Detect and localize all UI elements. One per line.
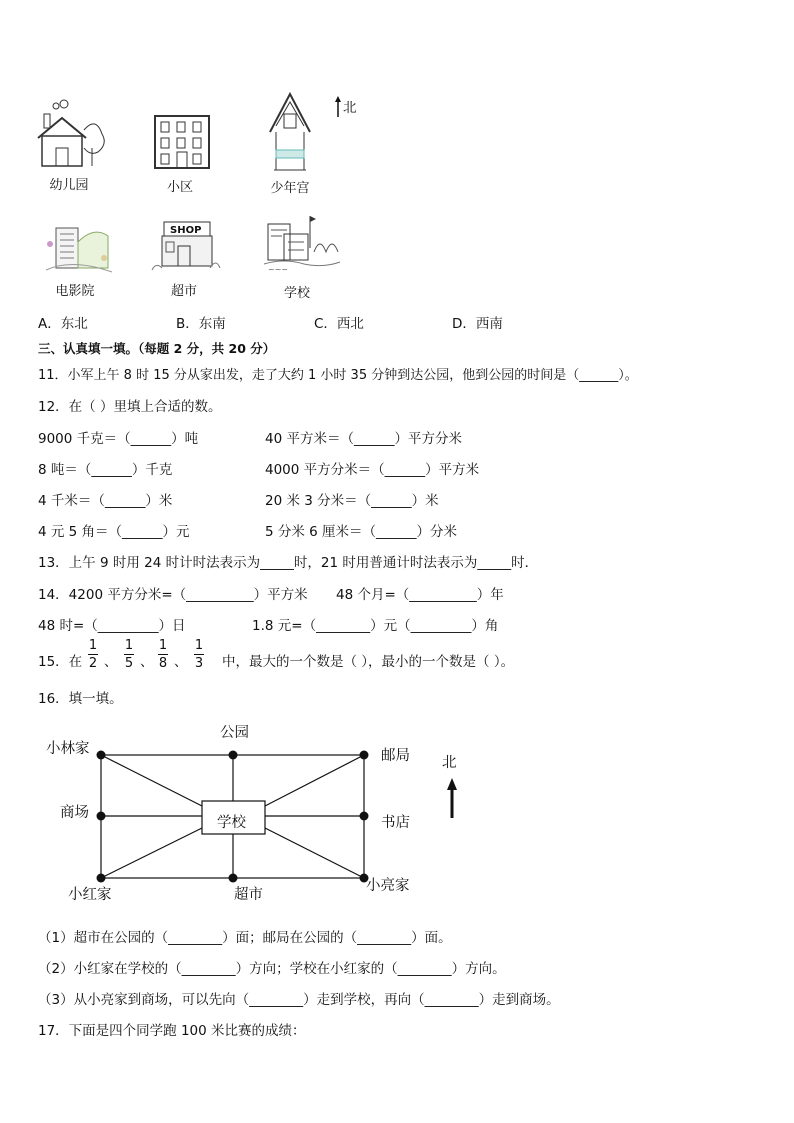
q12-right-1: 40 平方米＝（______）平方分米 <box>265 431 462 447</box>
q12-left-4: 4 元 5 角＝（______）元 <box>38 524 190 540</box>
youth-palace-label: 少年宫 <box>270 181 310 196</box>
map-diagonal-ne <box>265 755 364 806</box>
question-16-title: 16．填一填。 <box>38 691 123 707</box>
dot-supermarket <box>229 874 238 883</box>
question-14-a: 14．4200 平方分米=（__________）平方米 <box>38 587 308 603</box>
section-heading: 三、认真填一填。（每题 2 分，共 20 分） <box>38 341 276 356</box>
map-north-arrow-icon <box>447 778 457 818</box>
kindergarten-label: 幼儿园 <box>49 178 89 193</box>
fraction-4-denominator: 3 <box>194 656 204 671</box>
question-14-d: 1.8 元=（________）元（_________）角 <box>252 618 499 634</box>
dot-xiaolin-home <box>97 751 106 760</box>
question-16-sub1: （1）超市在公园的（________）面；邮局在公园的（________）面。 <box>38 930 452 946</box>
fraction-2-denominator: 5 <box>124 656 134 671</box>
cinema-label: 电影院 <box>55 284 95 299</box>
question-15-prefix: 15．在 <box>38 654 83 670</box>
separator-1: 、 <box>104 654 118 670</box>
svg-text:~~~: ~~~ <box>268 265 289 274</box>
map-diagonal-sw <box>101 828 202 878</box>
question-13: 13．上午 9 时用 24 时计时法表示为_____时，21 时用普通计时法表示为_____时． <box>38 555 539 571</box>
fraction-3-numerator: 1 <box>158 638 168 653</box>
q12-left-3: 4 千米＝（______）米 <box>38 493 173 509</box>
map-label-xiaoliang-home: 小亮家 <box>366 878 410 894</box>
fraction-2-numerator: 1 <box>124 638 134 653</box>
map-label-post-office: 邮局 <box>381 748 410 764</box>
question-16-sub2: （2）小红家在学校的（________）方向；学校在小红家的（________）方向。 <box>38 961 506 977</box>
q12-left-2: 8 吨＝（______）千克 <box>38 462 173 478</box>
map-label-park: 公园 <box>220 725 249 741</box>
option-b: B．东南 <box>176 316 226 332</box>
question-15-suffix: 中，最大的一个数是（ ），最小的一个数是（ ）。 <box>222 654 515 670</box>
map-diagonal-nw <box>101 755 202 806</box>
map-label-supermarket: 超市 <box>234 887 263 903</box>
map-label-school: 学校 <box>217 815 246 831</box>
q12-right-3: 20 米 3 分米＝（______）米 <box>265 493 439 509</box>
question-12-title: 12．在（ ）里填上合适的数。 <box>38 399 222 415</box>
shop-sign-text: SHOP <box>170 225 202 236</box>
option-c: C．西北 <box>314 316 364 332</box>
dot-mall <box>97 812 106 821</box>
north-label: 北 <box>343 100 357 116</box>
separator-3: 、 <box>174 654 188 670</box>
q12-left-1: 9000 千克＝（______）吨 <box>38 431 199 447</box>
dot-xiaohong-home <box>97 874 106 883</box>
fraction-1-numerator: 1 <box>88 638 98 653</box>
question-14-c: 48 时=（_________）日 <box>38 618 186 634</box>
fraction-3-denominator: 8 <box>158 656 168 671</box>
fraction-4-numerator: 1 <box>194 638 204 653</box>
question-16-sub3: （3）从小亮家到商场，可以先向（________）走到学校，再向（________）走到商场。 <box>38 992 560 1008</box>
map-label-mall: 商场 <box>60 805 89 821</box>
option-d: D．西南 <box>452 316 503 332</box>
fraction-1-denominator: 2 <box>88 656 98 671</box>
dot-post-office <box>360 751 369 760</box>
map-label-xiaohong-home: 小红家 <box>68 887 112 903</box>
dot-bookstore <box>360 812 369 821</box>
q12-right-4: 5 分米 6 厘米＝（______）分米 <box>265 524 458 540</box>
map-diagonal-se <box>265 828 364 878</box>
map-label-north: 北 <box>442 755 457 771</box>
question-17: 17．下面是四个同学跑 100 米比赛的成绩： <box>38 1023 306 1039</box>
separator-2: 、 <box>140 654 154 670</box>
q12-right-2: 4000 平方分米＝（______）平方米 <box>265 462 480 478</box>
question-14-b: 48 个月=（__________）年 <box>336 587 504 603</box>
school-label: 学校 <box>283 286 310 301</box>
dot-park <box>229 751 238 760</box>
map-label-xiaolin-home: 小林家 <box>46 741 90 757</box>
question-11: 11．小军上午 8 时 15 分从家出发，走了大约 1 小时 35 分钟到达公园，他到公园的时间是（______）。 <box>38 368 638 383</box>
map-label-bookstore: 书店 <box>381 815 410 831</box>
supermarket-label: 超市 <box>170 284 197 299</box>
option-a: A．东北 <box>38 316 88 332</box>
residential-label: 小区 <box>166 180 193 195</box>
